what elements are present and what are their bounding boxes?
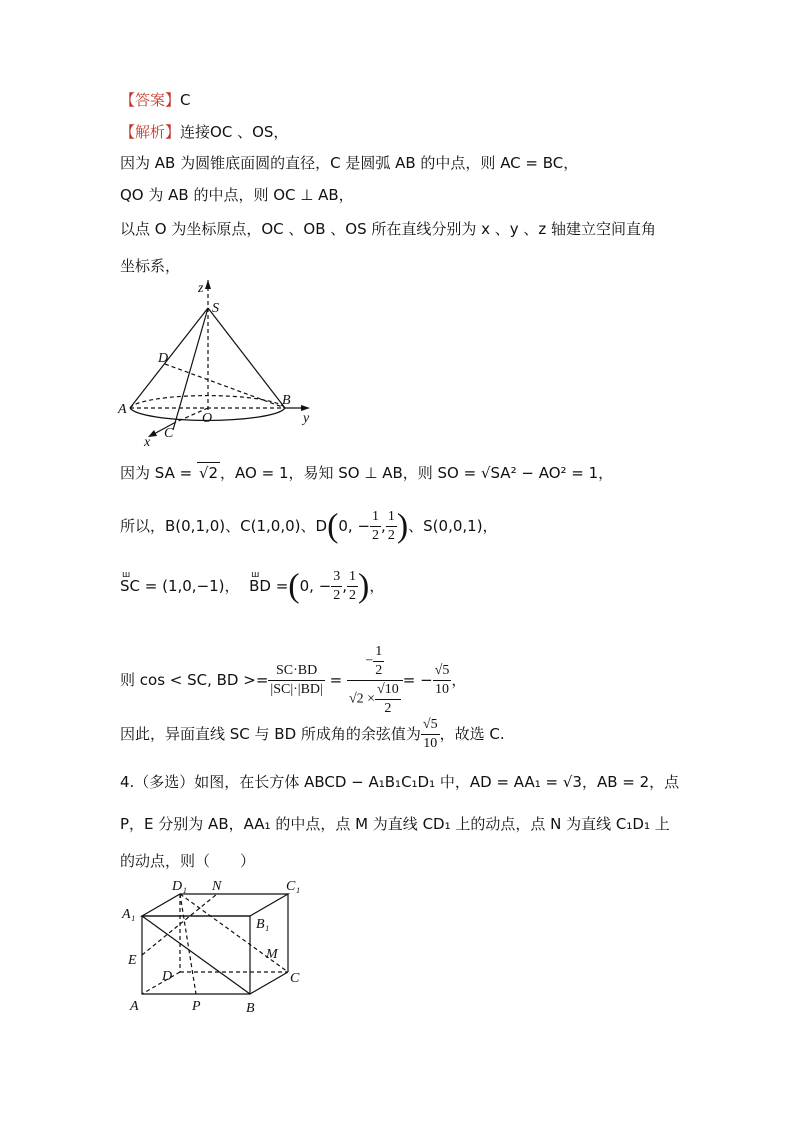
label-C: C: [164, 426, 174, 441]
analysis-line-5: 坐标系，: [120, 257, 181, 275]
label-S: S: [212, 301, 219, 316]
label-D: D: [162, 969, 173, 984]
q4-line-3: 的动点，则（ ）: [120, 852, 256, 870]
cone-figure: [110, 280, 330, 450]
l7-b: 、S(0,0,1)，: [408, 517, 498, 535]
label-B: B: [246, 1001, 255, 1016]
label-A: A: [118, 402, 127, 417]
label-P: P: [192, 999, 201, 1014]
analysis-line-9: 则 cos < SC, BD >= $\frac{SC\cdot BD}{|SC|\cdot|BD|}$ = − $\frac{1}{2}$ √2 × $\frac{√10}{2}$ = − $\frac{√5}{10}$ ，: [120, 644, 467, 716]
bd-coord-open: 0, −: [299, 577, 332, 595]
top-face: [142, 894, 288, 916]
label-A1: A₁: [122, 907, 136, 922]
edge-SB: [208, 308, 285, 408]
d-coord-comma: ,: [381, 517, 386, 535]
analysis-line-3: QO 为 AB 的中点，则 OC ⊥ AB，: [120, 186, 354, 204]
l9-c: ，: [451, 671, 467, 689]
answer-tag: 【答案】: [120, 91, 181, 109]
vector-BD: ш BD =: [249, 576, 288, 596]
analysis-line-7: 所以，B(0,1,0)、C(1,0,0)、D(0, − $\frac{1}{2}$ , $\frac{1}{2}$ )、S(0,0,1)，: [120, 507, 498, 545]
label-E: E: [128, 953, 137, 968]
analysis-line-2: 因为 AB 为圆锥底面圆的直径，C 是圆弧 AB 的中点，则 AC = BC，: [120, 154, 579, 172]
l10-a: 因此，异面直线 SC 与 BD 所成角的余弦值为: [120, 725, 421, 743]
bd-coord-comma: ,: [342, 577, 348, 595]
vector-SC: ш SC = (1,0,−1)，: [120, 576, 240, 596]
answer-value: C: [180, 91, 191, 109]
label-C1: C₁: [286, 879, 301, 894]
frac-dot-over-norm: $\frac{SC\cdot BD}{|SC|\cdot|BD|}$: [270, 663, 323, 697]
analysis-line-10: [120, 718, 505, 751]
label-M: M: [266, 947, 278, 962]
l6-e: = 1，: [566, 464, 614, 482]
z-arrow-icon: [205, 280, 211, 289]
q4-line-1: 4.（多选）如图，在长方体 ABCD − A₁B₁C₁D₁ 中，AD = AA₁ = √3，AB = 2，点: [120, 773, 680, 791]
edge-DA: [142, 972, 180, 994]
frac-three-halves: $\frac{3}{2}$: [333, 569, 341, 603]
answer-line: [120, 90, 191, 110]
l9-b: = −: [402, 671, 433, 689]
frac-half-1: $\frac{1}{2}$: [372, 509, 380, 543]
segment-D1P: [180, 894, 196, 994]
analysis-line-8: ш SC = (1,0,−1)， ш BD =(0, − $\frac{3}{2}$ , $\frac{1}{2}$ )，: [120, 570, 384, 603]
frac-big: − $\frac{1}{2}$ √2 × $\frac{√10}{2}$: [347, 645, 403, 716]
frac-half-3: $\frac{1}{2}$: [349, 569, 357, 603]
label-B: B: [282, 393, 291, 408]
l6-a: 因为 SA =: [120, 464, 197, 482]
d-coord-open: 0, −: [338, 517, 371, 535]
frac-half-2: $\frac{1}{2}$: [387, 509, 395, 543]
segment-A1B: [142, 916, 250, 994]
l6-sqrt2: √2: [198, 464, 219, 482]
label-A: A: [130, 999, 139, 1014]
l10-b: ，故选 C.: [439, 725, 505, 743]
l6-c: ，AO = 1，易知 SO ⊥ AB，则 SO =: [220, 464, 481, 482]
label-x: x: [144, 435, 151, 450]
analysis-tag: 【解析】: [120, 123, 181, 141]
q4-line-2: P，E 分别为 AB，AA₁ 的中点，点 M 为直线 CD₁ 上的动点，点 N 为直线 C₁D₁ 上: [120, 815, 670, 833]
label-y: y: [303, 411, 310, 426]
frac-result-1: $\frac{√5}{10}$: [434, 663, 450, 697]
label-N: N: [212, 879, 222, 894]
label-D: D: [158, 351, 169, 366]
l9-a: 则 cos < SC, BD >=: [120, 671, 269, 689]
label-B1: B₁: [256, 917, 270, 932]
edge-CB: [250, 972, 288, 994]
label-O: O: [202, 411, 213, 426]
analysis-text-1: 连接OC 、OS，: [180, 123, 289, 141]
analysis-line-1: [120, 122, 288, 142]
label-C: C: [290, 971, 300, 986]
label-z: z: [198, 281, 204, 296]
analysis-line-4: 以点 O 为坐标原点，OC 、OB 、OS 所在直线分别为 x 、y 、z 轴建立空间直角: [120, 220, 657, 238]
l7-a: 所以，B(0,1,0)、C(1,0,0)、D: [120, 517, 328, 535]
l6-sqrt-expr: √SA² − AO²: [480, 464, 567, 482]
cuboid-figure: [120, 872, 320, 1022]
frac-result-2: $\frac{√5}{10}$: [422, 717, 438, 751]
edge-SA: [130, 308, 208, 408]
segment-DB: [165, 364, 285, 408]
analysis-line-6: [120, 462, 613, 483]
label-D1: D₁: [172, 879, 187, 894]
